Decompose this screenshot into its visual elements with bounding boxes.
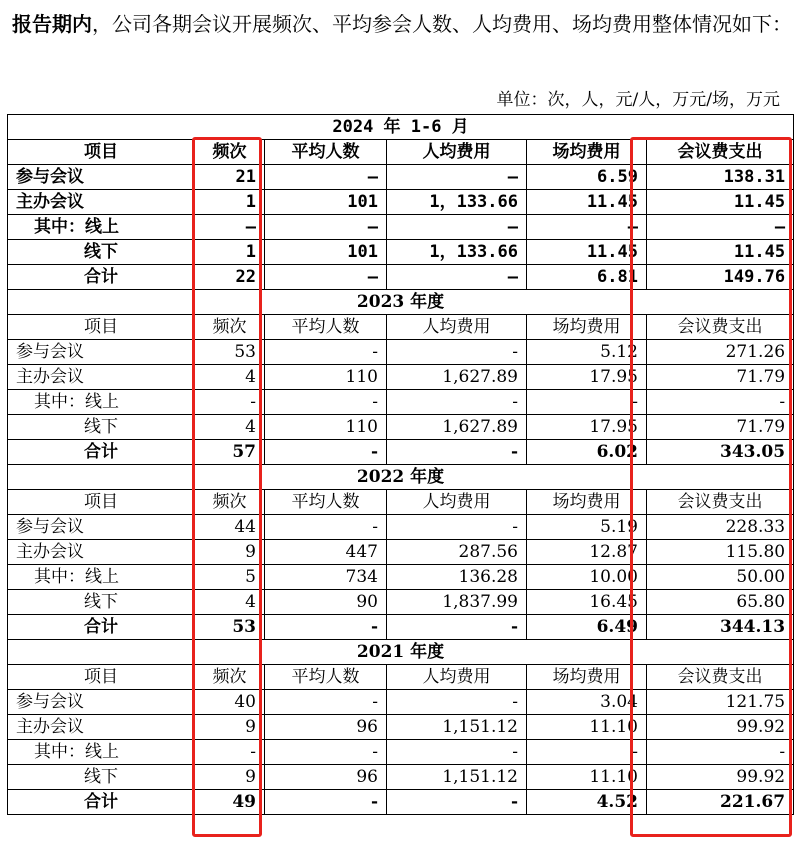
- cell-avg-attendees: -: [265, 690, 387, 715]
- cell-per-meeting-cost: 12.87: [527, 540, 647, 565]
- cell-per-capita-cost: –: [387, 165, 527, 190]
- header-row: [8, 665, 794, 690]
- column-header-meeting-expense: 会议费支出: [647, 140, 794, 165]
- table-row: [8, 715, 794, 740]
- cell-item: 参与会议: [8, 165, 195, 190]
- cell-avg-attendees: -: [265, 740, 387, 765]
- cell-meeting-expense: 271.26: [647, 340, 794, 365]
- intro-paragraph: [12, 2, 792, 46]
- cell-meeting-expense: 99.92: [647, 765, 794, 790]
- cell-per-capita-cost: -: [387, 690, 527, 715]
- total-row: [8, 615, 794, 640]
- cell-meeting-expense: 11.45: [647, 190, 794, 215]
- cell-per-capita-cost: 287.56: [387, 540, 527, 565]
- cell-per-capita-cost: -: [387, 440, 527, 465]
- column-header-avg-attendees: 平均人数: [265, 490, 387, 515]
- cell-item: 参与会议: [8, 515, 195, 540]
- cell-per-capita-cost: 1,151.12: [387, 765, 527, 790]
- cell-per-capita-cost: -: [387, 790, 527, 815]
- cell-avg-attendees: –: [265, 265, 387, 290]
- cell-avg-attendees: 96: [265, 765, 387, 790]
- cell-per-meeting-cost: 6.02: [527, 440, 647, 465]
- cell-avg-attendees: -: [265, 390, 387, 415]
- cell-item: 线下: [8, 415, 195, 440]
- column-header-per-meeting-cost: 场均费用: [527, 315, 647, 340]
- cell-frequency: 57: [195, 440, 265, 465]
- cell-per-meeting-cost: 5.12: [527, 340, 647, 365]
- column-header-frequency: 频次: [195, 665, 265, 690]
- cell-frequency: 22: [195, 265, 265, 290]
- column-header-avg-attendees: 平均人数: [265, 315, 387, 340]
- cell-item: 主办会议: [8, 190, 195, 215]
- cell-avg-attendees: -: [265, 790, 387, 815]
- cell-frequency: 4: [195, 590, 265, 615]
- cell-per-meeting-cost: 5.19: [527, 515, 647, 540]
- table-row: [8, 690, 794, 715]
- cell-frequency: 9: [195, 540, 265, 565]
- cell-per-meeting-cost: 17.95: [527, 365, 647, 390]
- cell-per-meeting-cost: 6.59: [527, 165, 647, 190]
- table-row: [8, 240, 794, 265]
- column-header-per-capita-cost: 人均费用: [387, 140, 527, 165]
- intro-lead: 报告期内: [12, 12, 92, 36]
- cell-per-meeting-cost: -: [527, 740, 647, 765]
- period-label: 2023 年度: [8, 290, 794, 315]
- intro-text: ，公司各期会议开展频次、平均参会人数、人均费用、场均费用整体情况如下：: [92, 12, 792, 36]
- cell-avg-attendees: –: [265, 165, 387, 190]
- cell-meeting-expense: 115.80: [647, 540, 794, 565]
- cell-avg-attendees: 90: [265, 590, 387, 615]
- table-row: [8, 165, 794, 190]
- cell-per-capita-cost: 1,151.12: [387, 715, 527, 740]
- header-row: [8, 140, 794, 165]
- column-header-per-capita-cost: 人均费用: [387, 490, 527, 515]
- cell-avg-attendees: -: [265, 615, 387, 640]
- header-row: [8, 490, 794, 515]
- cell-meeting-expense: 50.00: [647, 565, 794, 590]
- column-header-meeting-expense: 会议费支出: [647, 490, 794, 515]
- cell-meeting-expense: 343.05: [647, 440, 794, 465]
- column-header-item: 项目: [8, 665, 195, 690]
- cell-per-meeting-cost: 10.00: [527, 565, 647, 590]
- cell-per-meeting-cost: 17.95: [527, 415, 647, 440]
- column-header-frequency: 频次: [195, 490, 265, 515]
- cell-per-capita-cost: -: [387, 515, 527, 540]
- cell-meeting-expense: -: [647, 390, 794, 415]
- cell-per-meeting-cost: 11.10: [527, 715, 647, 740]
- cell-meeting-expense: 65.80: [647, 590, 794, 615]
- total-row: [8, 265, 794, 290]
- cell-meeting-expense: -: [647, 740, 794, 765]
- cell-per-capita-cost: -: [387, 615, 527, 640]
- cell-per-meeting-cost: 16.45: [527, 590, 647, 615]
- cell-item: 合计: [8, 440, 195, 465]
- column-header-per-capita-cost: 人均费用: [387, 315, 527, 340]
- cell-per-meeting-cost: 4.52: [527, 790, 647, 815]
- cell-per-capita-cost: –: [387, 215, 527, 240]
- cell-avg-attendees: -: [265, 440, 387, 465]
- cell-frequency: 53: [195, 615, 265, 640]
- cell-per-meeting-cost: –: [527, 215, 647, 240]
- cell-per-meeting-cost: 6.49: [527, 615, 647, 640]
- cell-per-capita-cost: 1，133.66: [387, 190, 527, 215]
- table-row: [8, 190, 794, 215]
- cell-item: 线下: [8, 240, 195, 265]
- cell-avg-attendees: 96: [265, 715, 387, 740]
- period-row: [8, 640, 794, 665]
- cell-frequency: 53: [195, 340, 265, 365]
- cell-frequency: 4: [195, 415, 265, 440]
- cell-frequency: 21: [195, 165, 265, 190]
- cell-avg-attendees: 110: [265, 415, 387, 440]
- table-row: [8, 590, 794, 615]
- cell-item: 合计: [8, 265, 195, 290]
- cell-item: 合计: [8, 615, 195, 640]
- cell-item: 其中：线上: [8, 215, 195, 240]
- cell-meeting-expense: 71.79: [647, 415, 794, 440]
- column-header-avg-attendees: 平均人数: [265, 665, 387, 690]
- cell-item: 参与会议: [8, 340, 195, 365]
- cell-item: 其中：线上: [8, 390, 195, 415]
- cell-per-meeting-cost: 11.45: [527, 190, 647, 215]
- cell-frequency: 44: [195, 515, 265, 540]
- cell-frequency: 40: [195, 690, 265, 715]
- table-row: [8, 390, 794, 415]
- table-row: [8, 540, 794, 565]
- cell-avg-attendees: 110: [265, 365, 387, 390]
- cell-meeting-expense: 11.45: [647, 240, 794, 265]
- cell-item: 主办会议: [8, 715, 195, 740]
- meeting-expense-table: [7, 114, 794, 815]
- cell-per-meeting-cost: 11.45: [527, 240, 647, 265]
- table-row: [8, 340, 794, 365]
- cell-per-capita-cost: -: [387, 740, 527, 765]
- column-header-frequency: 频次: [195, 140, 265, 165]
- cell-meeting-expense: 344.13: [647, 615, 794, 640]
- cell-meeting-expense: 71.79: [647, 365, 794, 390]
- cell-avg-attendees: 101: [265, 190, 387, 215]
- cell-per-meeting-cost: 11.10: [527, 765, 647, 790]
- period-label: 2021 年度: [8, 640, 794, 665]
- cell-meeting-expense: –: [647, 215, 794, 240]
- cell-avg-attendees: 734: [265, 565, 387, 590]
- cell-meeting-expense: 121.75: [647, 690, 794, 715]
- cell-frequency: 49: [195, 790, 265, 815]
- cell-avg-attendees: -: [265, 515, 387, 540]
- cell-per-capita-cost: -: [387, 390, 527, 415]
- table-row: [8, 215, 794, 240]
- column-header-per-meeting-cost: 场均费用: [527, 140, 647, 165]
- table-row: [8, 365, 794, 390]
- table-row: [8, 740, 794, 765]
- cell-per-capita-cost: 1,627.89: [387, 415, 527, 440]
- table-row: [8, 515, 794, 540]
- column-header-meeting-expense: 会议费支出: [647, 665, 794, 690]
- cell-frequency: -: [195, 740, 265, 765]
- cell-per-meeting-cost: -: [527, 390, 647, 415]
- column-header-item: 项目: [8, 315, 195, 340]
- cell-item: 其中：线上: [8, 740, 195, 765]
- header-row: [8, 315, 794, 340]
- cell-frequency: -: [195, 390, 265, 415]
- cell-per-capita-cost: 1，133.66: [387, 240, 527, 265]
- total-row: [8, 440, 794, 465]
- cell-item: 主办会议: [8, 365, 195, 390]
- cell-per-capita-cost: -: [387, 340, 527, 365]
- cell-item: 其中：线上: [8, 565, 195, 590]
- period-row: [8, 465, 794, 490]
- period-label: 2024 年 1-6 月: [8, 115, 794, 140]
- column-header-meeting-expense: 会议费支出: [647, 315, 794, 340]
- cell-avg-attendees: -: [265, 340, 387, 365]
- cell-meeting-expense: 99.92: [647, 715, 794, 740]
- cell-frequency: 1: [195, 240, 265, 265]
- total-row: [8, 790, 794, 815]
- column-header-avg-attendees: 平均人数: [265, 140, 387, 165]
- period-row: [8, 115, 794, 140]
- cell-avg-attendees: 101: [265, 240, 387, 265]
- cell-frequency: 9: [195, 765, 265, 790]
- cell-meeting-expense: 228.33: [647, 515, 794, 540]
- table-row: [8, 565, 794, 590]
- column-header-frequency: 频次: [195, 315, 265, 340]
- period-row: [8, 290, 794, 315]
- cell-frequency: 9: [195, 715, 265, 740]
- cell-per-meeting-cost: 3.04: [527, 690, 647, 715]
- table-row: [8, 765, 794, 790]
- column-header-item: 项目: [8, 490, 195, 515]
- cell-frequency: –: [195, 215, 265, 240]
- cell-per-capita-cost: –: [387, 265, 527, 290]
- cell-per-capita-cost: 1,627.89: [387, 365, 527, 390]
- cell-item: 主办会议: [8, 540, 195, 565]
- column-header-per-meeting-cost: 场均费用: [527, 665, 647, 690]
- cell-avg-attendees: –: [265, 215, 387, 240]
- cell-item: 线下: [8, 590, 195, 615]
- column-header-per-capita-cost: 人均费用: [387, 665, 527, 690]
- table-row: [8, 415, 794, 440]
- cell-meeting-expense: 221.67: [647, 790, 794, 815]
- cell-frequency: 1: [195, 190, 265, 215]
- unit-note: 单位：次，人，元/人，万元/场，万元: [496, 90, 780, 110]
- cell-per-meeting-cost: 6.81: [527, 265, 647, 290]
- cell-meeting-expense: 138.31: [647, 165, 794, 190]
- column-header-item: 项目: [8, 140, 195, 165]
- cell-per-capita-cost: 1,837.99: [387, 590, 527, 615]
- cell-per-capita-cost: 136.28: [387, 565, 527, 590]
- cell-frequency: 5: [195, 565, 265, 590]
- cell-avg-attendees: 447: [265, 540, 387, 565]
- cell-frequency: 4: [195, 365, 265, 390]
- cell-item: 参与会议: [8, 690, 195, 715]
- column-header-per-meeting-cost: 场均费用: [527, 490, 647, 515]
- cell-item: 合计: [8, 790, 195, 815]
- period-label: 2022 年度: [8, 465, 794, 490]
- cell-item: 线下: [8, 765, 195, 790]
- cell-meeting-expense: 149.76: [647, 265, 794, 290]
